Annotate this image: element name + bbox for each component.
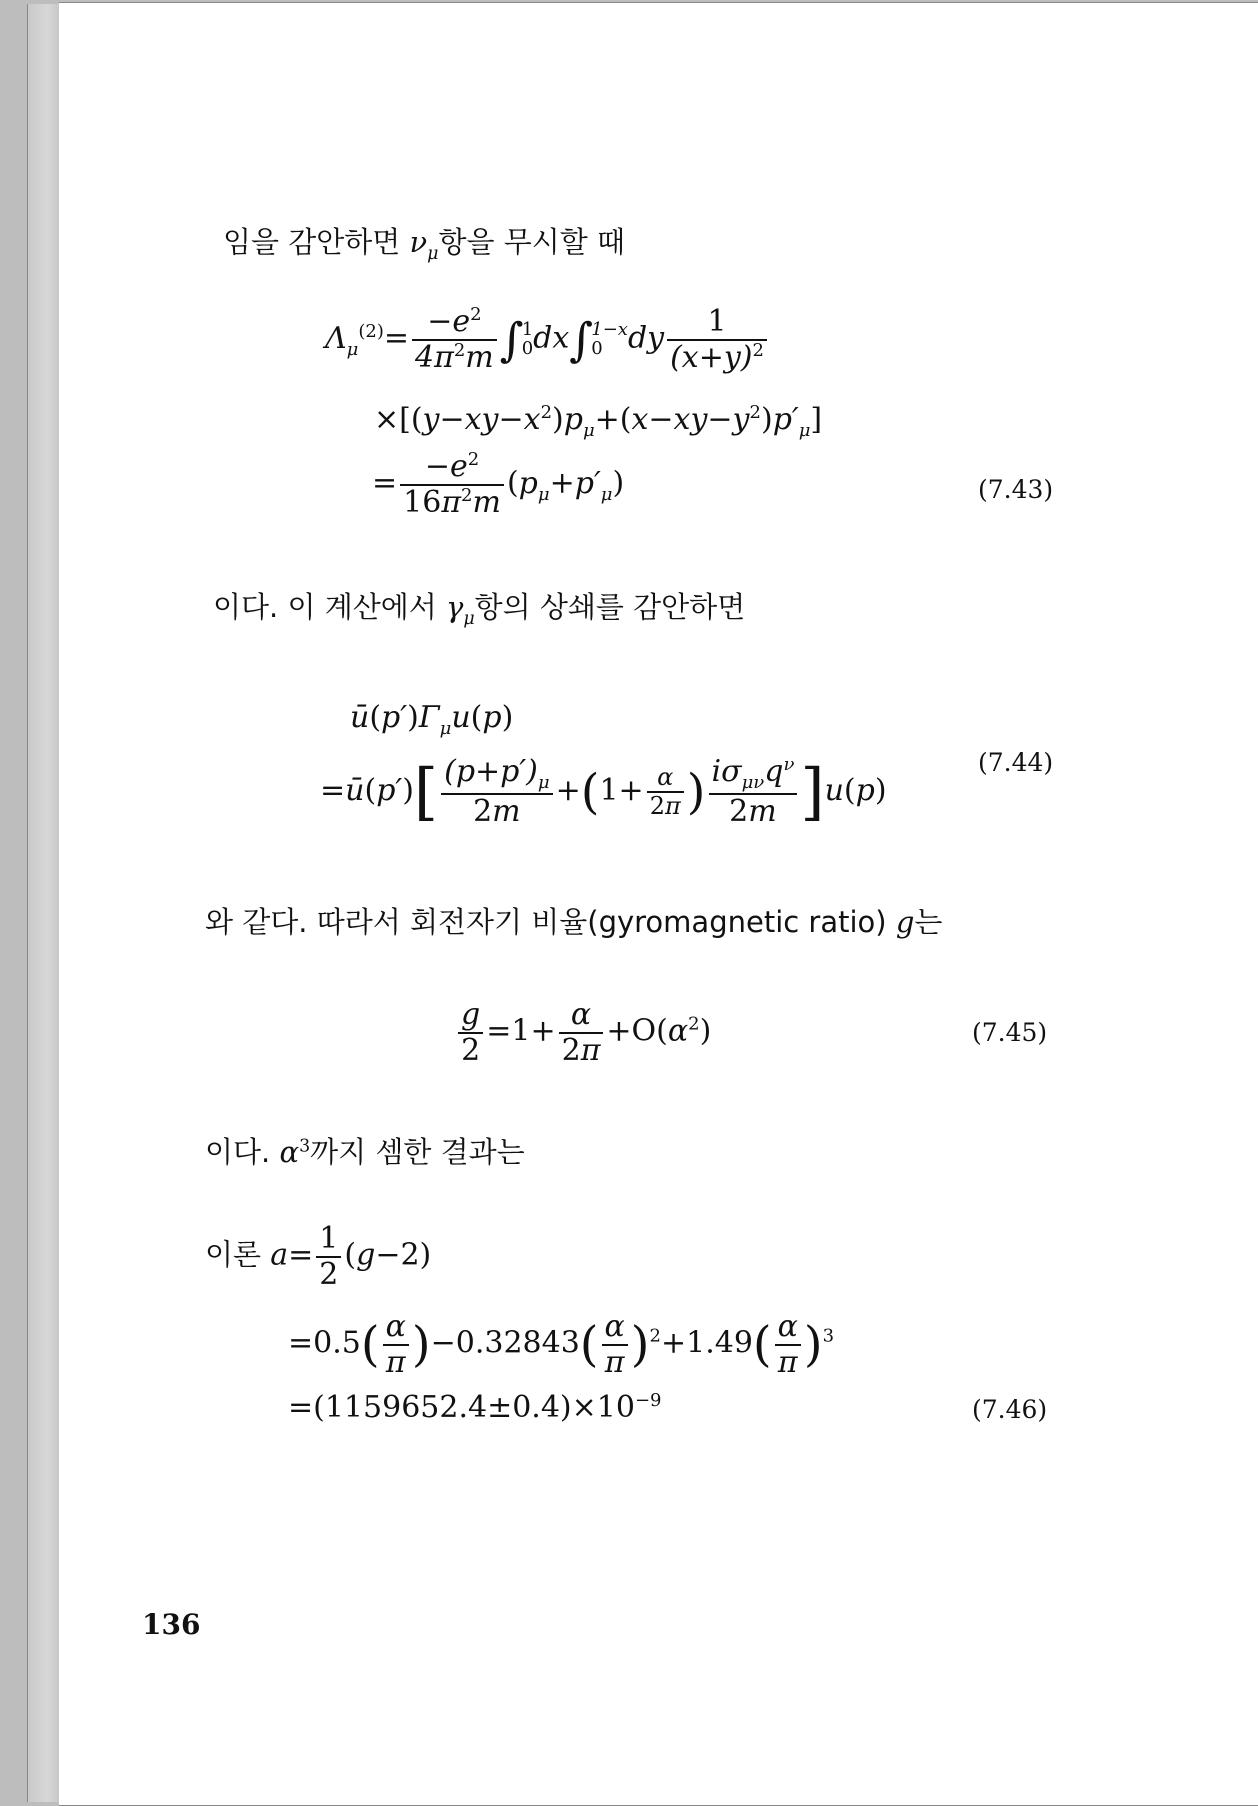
page-number: 136 [142, 1608, 201, 1641]
equation-7-43-line-3: = $\frac{-e^2}{16\pi^2m}$ $(p_\mu+p'_\mu)$ [372, 449, 625, 520]
equation-7-43-line-2: $\times[(y-xy-x^2)p_\mu+(x-xy-y^2)p'_\mu]$ [374, 402, 823, 441]
equation-7-46-line-1: 이론 a= $\frac{1}{2}$ (g−2) [205, 1221, 432, 1292]
equation-7-45: $\frac{g}{2}$ =1+ $\frac{\alpha}{2\pi}$ $+O(\alpha^2)$ [455, 998, 711, 1067]
paragraph-line-3: 와 같다. 따라서 회전자기 비율(gyromagnetic ratio) g는 [205, 905, 943, 939]
paragraph-line-1: 임을 감안하면 $\nu_\mu$항을 무시할 때 [223, 225, 626, 264]
equation-number-7-43: (7.43) [978, 475, 1054, 504]
equation-number-7-46: (7.46) [972, 1395, 1048, 1424]
equation-7-43-line-1: $\Lambda_\mu^{(2)}=$ $\frac{-e^2}{4\pi^2m}$ ∫1 0dx∫1−x 0 dy $\frac{1}{(x+y)^2}$ [325, 305, 770, 374]
equation-7-46-line-3: $=(1159652.4\pm 0.4)\times 10^{-9}$ [288, 1390, 662, 1425]
equation-7-44-line-2: =ū(p′)[ $\frac{(p+p')_\mu}{2m}$ +(1+ $\frac{\alpha}{2\pi}$ ) $\frac{i\sigma_{\mu\nu}q^\nu}{2m}$ ]u(p) [320, 754, 887, 830]
paragraph-line-4: 이다. $\alpha^3$까지 셈한 결과는 [205, 1135, 525, 1169]
equation-7-44-line-1: $ū(p')\Gamma_\mu u(p)$ [350, 700, 514, 739]
equation-7-46-line-2: =0.5( $\frac{\alpha}{\pi}$ )−0.32843( $\frac{\alpha}{\pi}$ )$^2$+1.49( $\frac{\alpha}{\pi}$ )$^3$ [288, 1309, 835, 1380]
paragraph-line-2: 이다. 이 계산에서 $\gamma_\mu$항의 상쇄를 감안하면 [213, 590, 746, 629]
equation-number-7-44: (7.44) [978, 748, 1054, 777]
equation-number-7-45: (7.45) [972, 1018, 1048, 1047]
book-spine [27, 4, 61, 1802]
